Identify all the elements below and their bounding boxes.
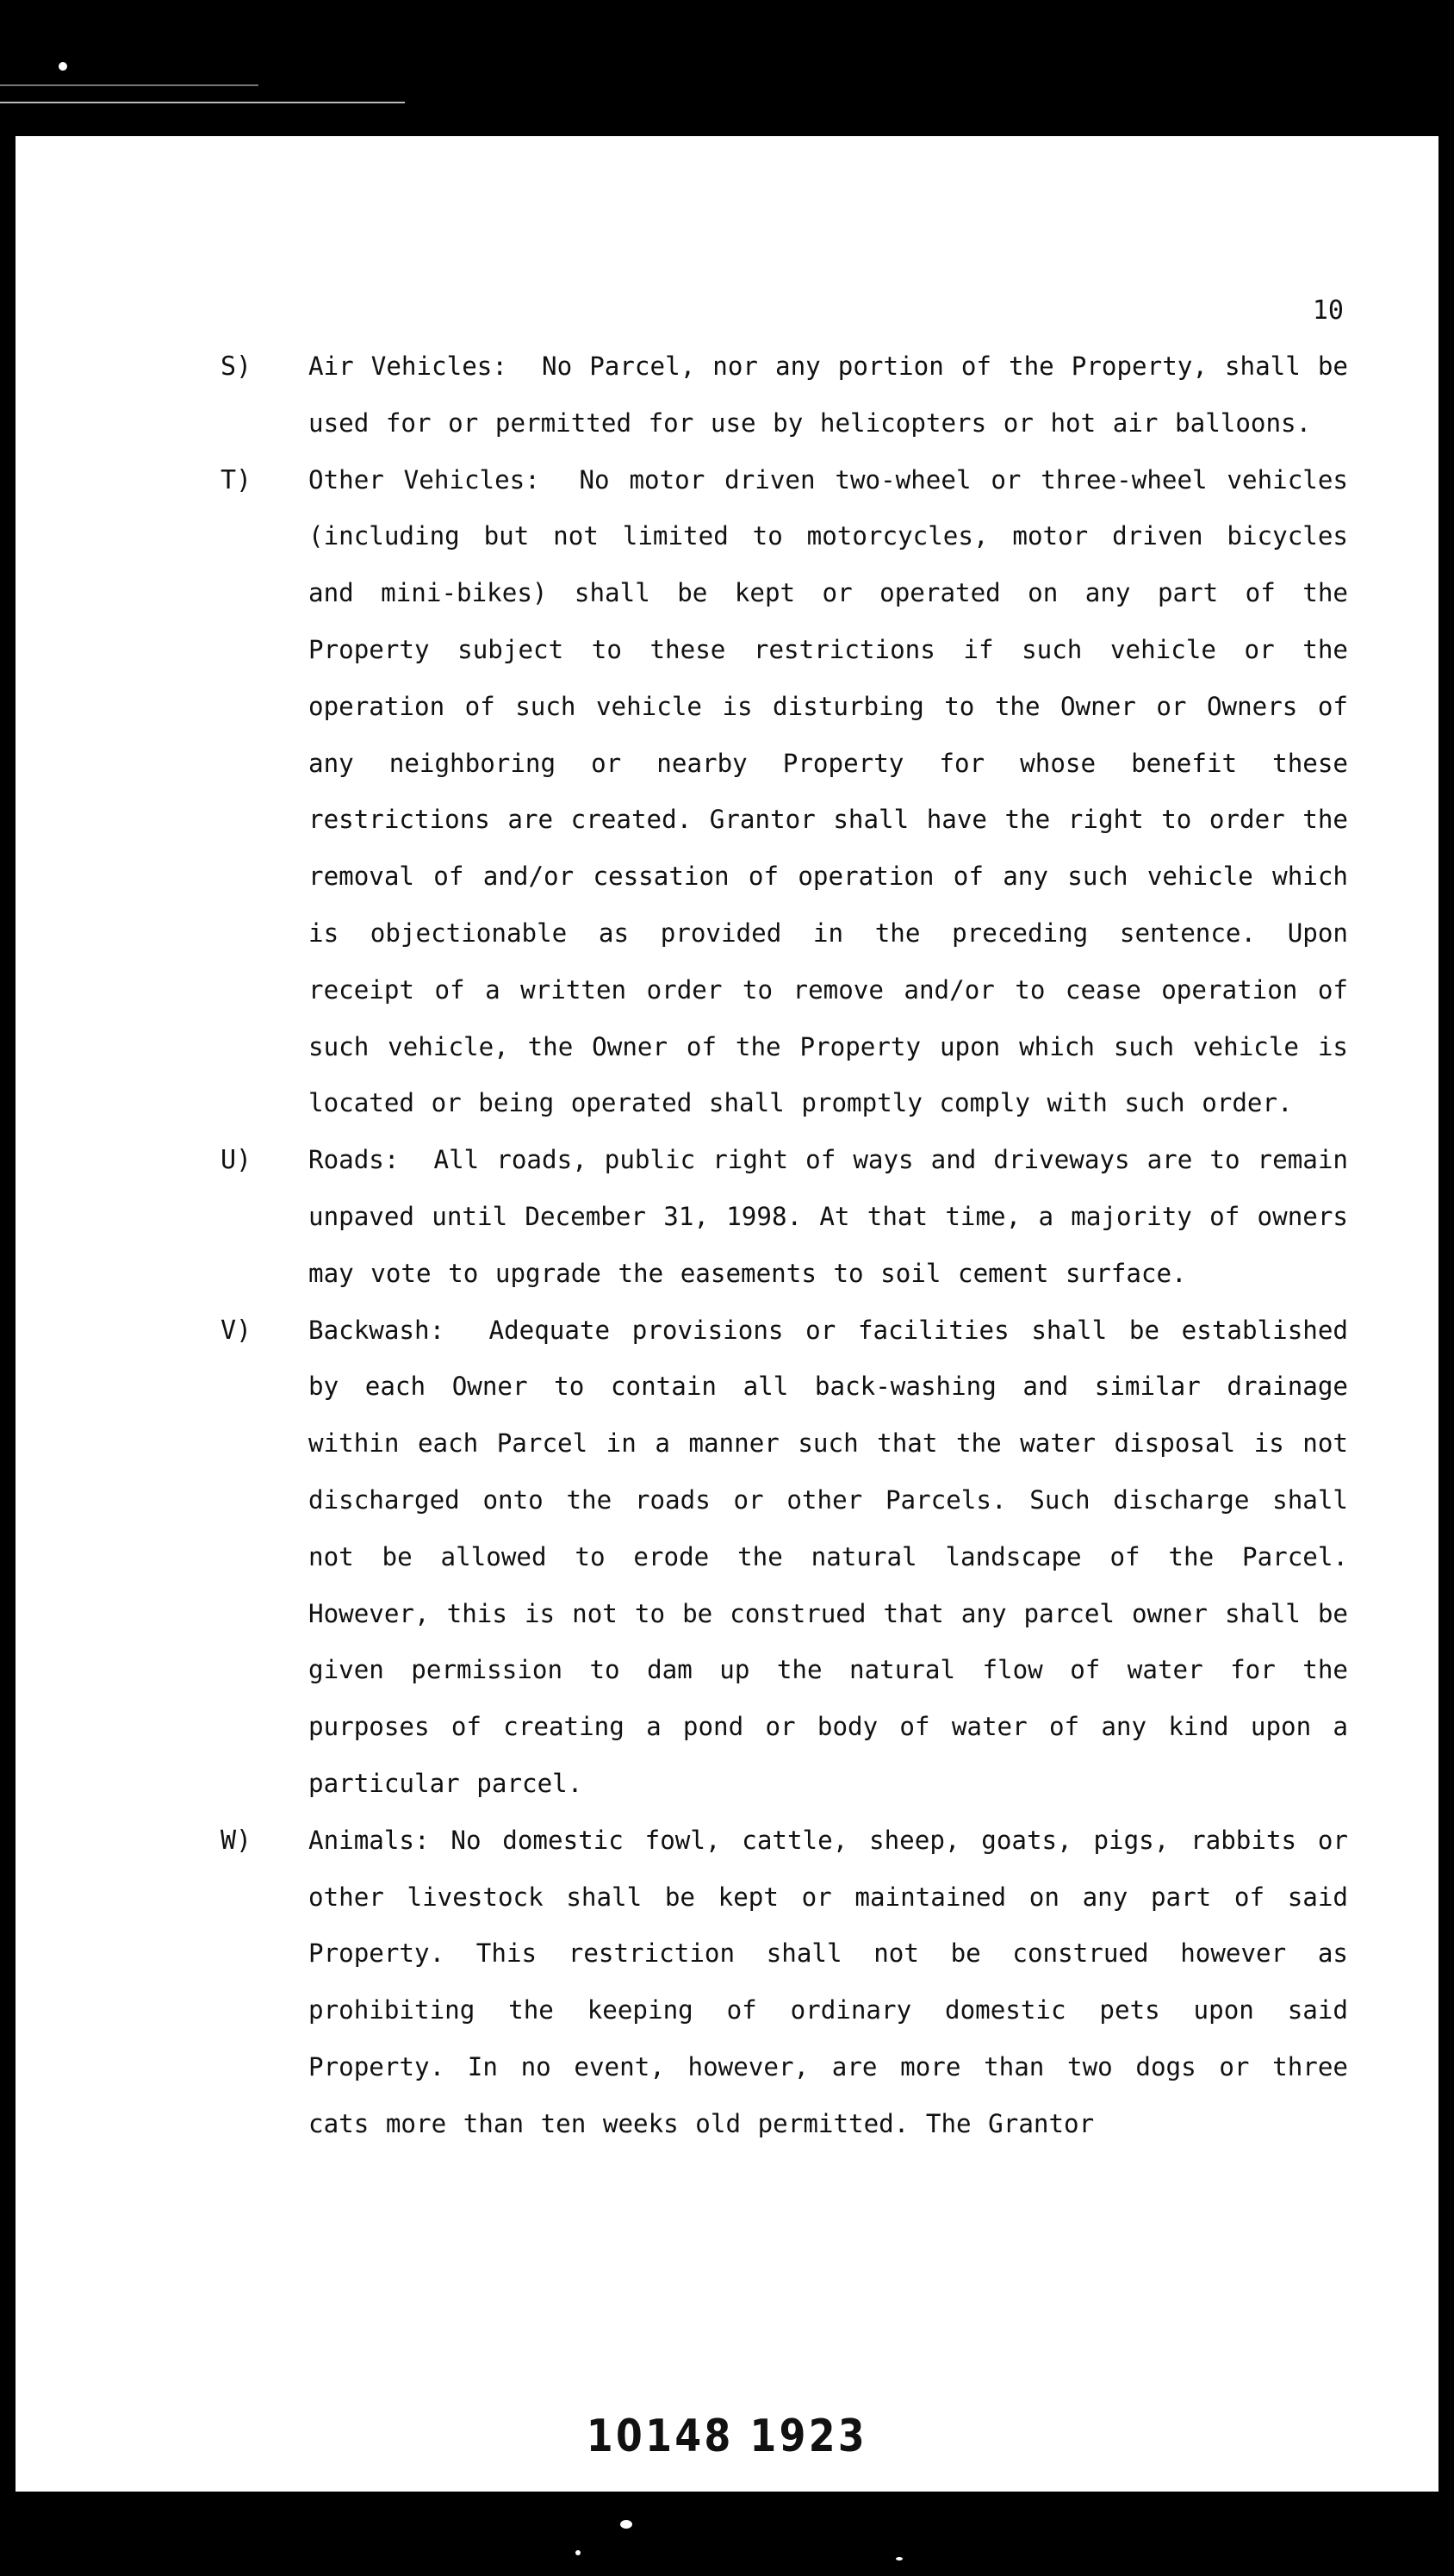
clause-text: Adequate provisions or facilities shall be established by each Owner to contain all back-washing and similar drainage within each Parcel in a manner such that the water disposal is not discharged onto the roads or other Parcels. Such discharge shall not be allowed to erode the natural landscape of the Parcel. However, this is not to be construed that any parcel owner shall be given permission to dam up the natural flow of water for the purposes of creating a pond or body of water of any kind upon a particular parcel.	[308, 1315, 1348, 1798]
clause-body	[308, 339, 1348, 452]
clause-text: All roads, public right of ways and driveways are to remain unpaved until December 31, 1998. At that time, a majority of owners may vote to upgrade the easements to soil cement surface.	[308, 1145, 1348, 1288]
clause-body	[308, 452, 1348, 1133]
clause-text: No domestic fowl, cattle, sheep, goats, pigs, rabbits or other livestock shall be kept or maintained on any part of said Property. This restriction shall not be construed however as prohibiting the keeping of ordinary domestic pets upon said Property. In no event, however, are more than two dogs or three cats more than ten weeks old permitted. The Grantor	[308, 1825, 1348, 2138]
page-number: 10	[1312, 296, 1344, 326]
clause-title: Animals:	[308, 1825, 430, 1855]
clause-animals	[16, 1813, 1438, 2153]
document-page	[16, 136, 1438, 2492]
clause-backwash	[16, 1303, 1438, 1813]
clause-title: Roads:	[308, 1145, 400, 1175]
clause-body	[308, 1813, 1348, 2153]
scan-artifact-dot	[620, 2520, 632, 2529]
clause-letter: W)	[221, 1825, 252, 1856]
clause-letter: S)	[221, 352, 252, 382]
scan-artifact-line	[0, 84, 258, 86]
clause-air-vehicles	[16, 339, 1438, 452]
clause-body	[308, 1132, 1348, 1302]
clause-title: Air Vehicles:	[308, 352, 507, 381]
clause-other-vehicles	[16, 452, 1438, 1133]
scan-artifact-dot	[896, 2557, 903, 2560]
clause-letter: U)	[221, 1145, 252, 1176]
clause-body	[308, 1303, 1348, 1813]
clause-title: Other Vehicles:	[308, 464, 540, 495]
recording-number: 10148 1923	[586, 2411, 868, 2462]
clause-letter: T)	[221, 464, 252, 495]
scan-artifact-dot	[59, 62, 67, 71]
clause-title: Backwash:	[308, 1315, 445, 1345]
restrictions-list	[16, 339, 1438, 2153]
clause-text: No motor driven two-wheel or three-wheel vehicles (including but not limited to motorcycles, motor driven bicycles and mini-bikes) shall be kept or operated on any part of the Property subject to these restrictions if such vehicle or the operation of such vehicle is disturbing to the Owner or Owners of any neighboring or nearby Property for whose benefit these restrictions are created. Grantor shall have the right to order the removal of and/or cessation of operation of any such vehicle which is objectionable as provided in the preceding sentence. Upon receipt of a written order to remove and/or to cease operation of such vehicle, the Owner of the Property upon which such vehicle is located or being operated shall promptly comply with such order.	[308, 464, 1348, 1118]
clause-text: No Parcel, nor any portion of the Property, shall be used for or permitted for use by helicopters or hot air balloons.	[308, 352, 1348, 438]
clause-roads	[16, 1132, 1438, 1302]
clause-letter: V)	[221, 1315, 252, 1346]
scan-artifact-line	[0, 102, 405, 103]
scan-artifact-dot	[575, 2550, 581, 2555]
